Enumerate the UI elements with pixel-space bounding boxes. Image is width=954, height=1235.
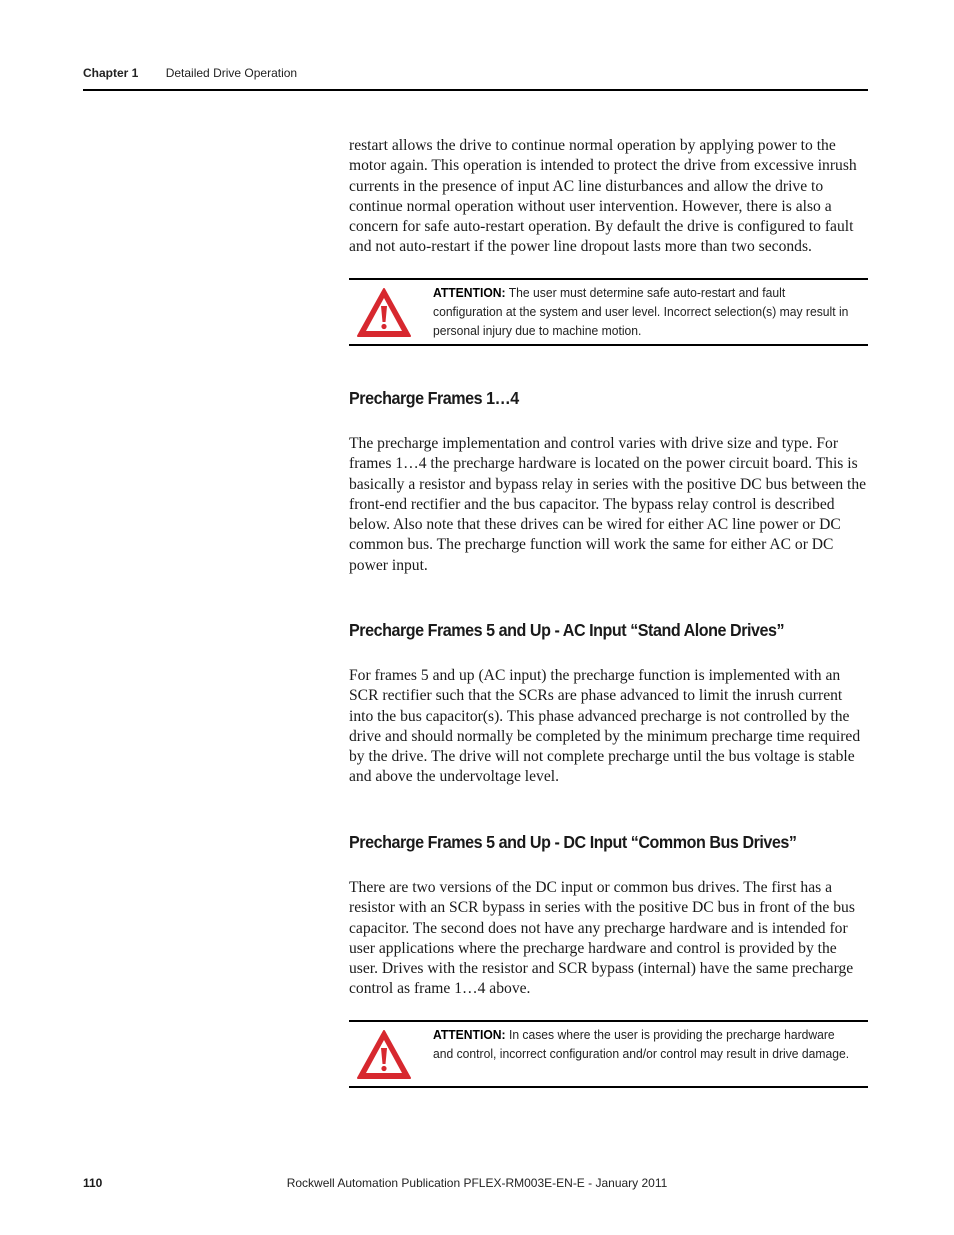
attention-label: ATTENTION:: [433, 1027, 506, 1042]
frames-5-dc-paragraph: There are two versions of the DC input or common bus drives. The first has a resistor with an SCR bypass in series with the positive DC bus in front of the bus capacitor. The second does not have any precharge hardware and is intended for user applications where the precharge hardware and control is provided by the user. Drives with the resistor and SCR bypass (internal) have the same precharge control as frame 1…4 above.: [349, 879, 855, 998]
heading-frames-5-ac: Precharge Frames 5 and Up - AC Input “Stand Alone Drives”: [349, 620, 785, 640]
section-title: Detailed Drive Operation: [165, 66, 298, 80]
frames-1-4-paragraph: The precharge implementation and control varies with drive size and type. For frames 1…4 the precharge hardware is located on the power circuit board. This is basically a resistor and bypass relay in series with the positive DC bus between the front-end rectifier and the bus capacitor. The bypass relay control is described below. Also note that these drives can be wired for either AC line power or DC common bus. The precharge function will work the same for either AC or DC power input.: [349, 435, 867, 574]
heading-precharge-frames-1-4: Precharge Frames 1…4: [349, 388, 519, 408]
publication-footer: Rockwell Automation Publication PFLEX-RM003E-EN-E - January 2011: [286, 1176, 668, 1190]
warning-triangle-icon: [356, 286, 412, 338]
running-header: [83, 66, 868, 80]
heading-frames-5-dc: Precharge Frames 5 and Up - DC Input “Common Bus Drives”: [349, 832, 797, 852]
attention-label: ATTENTION:: [433, 285, 506, 300]
attention-box-2: [349, 1020, 868, 1088]
warning-triangle-icon: [356, 1028, 412, 1080]
intro-paragraph: restart allows the drive to continue normal operation by applying power to the motor again. This operation is intended to protect the drive from excessive inrush currents in the presence of input AC line disturbances and allow the drive to continue normal operation without user intervention. However, there is also a concern for safe auto-restart operation. By default the drive is configured to fault and not auto-restart if the power line dropout lasts more than two seconds.: [349, 137, 857, 256]
chapter-label: Chapter 1: [83, 66, 139, 80]
attention-box-1: [349, 278, 868, 346]
attention-message: In cases where the user is providing the precharge hardware and control, incorrect configuration and/or control may result in drive damage.: [433, 1027, 850, 1061]
page-number: 110: [83, 1176, 103, 1190]
attention-message: The user must determine safe auto-restart and fault configuration at the system and user level. Incorrect selection(s) may result in personal injury due to machine motion.: [433, 285, 849, 338]
frames-5-ac-paragraph: For frames 5 and up (AC input) the precharge function is implemented with an SCR rectifier such that the SCRs are phase advanced to limit the inrush current into the bus capacitor(s). This phase advanced precharge is not controlled by the drive and should normally be completed by the minimum precharge time required by the drive. The drive will not complete precharge until the bus voltage is stable and above the undervoltage level.: [349, 667, 861, 786]
attention-text-2: [433, 1025, 856, 1063]
header-rule: [83, 89, 868, 91]
attention-text-1: [433, 283, 856, 340]
